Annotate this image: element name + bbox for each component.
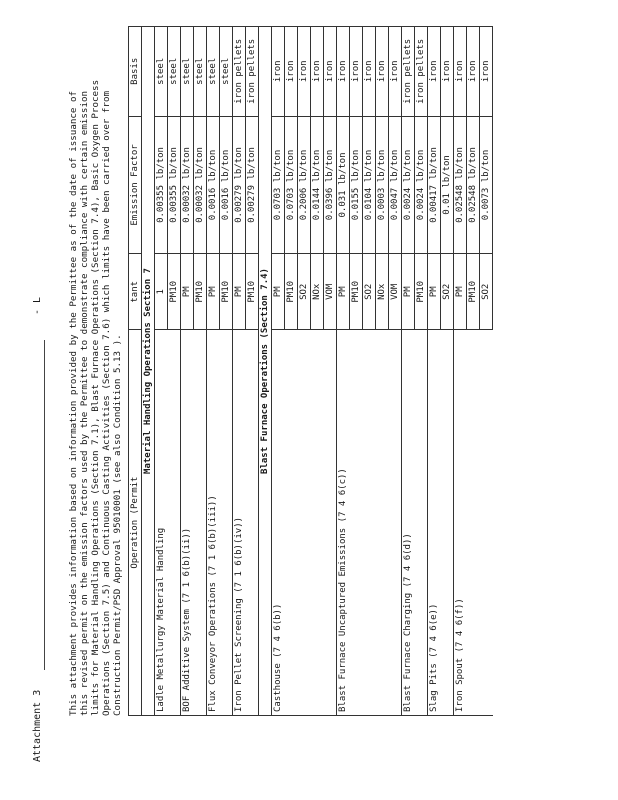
emission-factor-cell: 0.0703 lb/ton xyxy=(272,116,285,254)
pollutant-cell: SO2 xyxy=(441,254,454,330)
pollutant-cell: PM xyxy=(233,254,246,330)
table-header-row xyxy=(129,27,142,716)
table-row xyxy=(389,27,402,716)
intro-paragraph xyxy=(68,16,123,716)
emission-factor-cell: 0.0396 lb/ton xyxy=(324,116,337,254)
emission-factor-cell: 0.00032 lb/ton xyxy=(194,116,207,254)
pollutant-cell: PM xyxy=(181,254,194,330)
operation-cell xyxy=(415,330,428,716)
pollutant-cell: VOM xyxy=(389,254,402,330)
table-row xyxy=(467,27,480,716)
operation-cell: Flux Conveyor Operations (7 1 6(b)(iii)) xyxy=(207,330,220,716)
basis-cell: iron pellets xyxy=(402,27,415,117)
header-operation: Operation (Permit xyxy=(129,330,142,716)
emission-factor-cell: 0.0073 lb/ton xyxy=(480,116,493,254)
pollutant-cell: NOx xyxy=(376,254,389,330)
pollutant-cell: PM xyxy=(428,254,441,330)
operation-cell xyxy=(363,330,376,716)
attachment-label: Attachment 3 xyxy=(32,689,43,762)
basis-cell: iron xyxy=(363,27,376,117)
table-row xyxy=(428,27,441,716)
operation-cell xyxy=(168,330,181,716)
intro-line: this revised permit on the emission factors used by the Permittee to demonstrate compliance with certain emission xyxy=(79,90,90,716)
table-row xyxy=(207,27,220,716)
operation-cell: Iron Pellet Screening (7 1 6(b)(iv)) xyxy=(233,330,246,716)
table-row xyxy=(246,27,259,716)
emission-factor-cell: 0.00279 lb/ton xyxy=(233,116,246,254)
table-row xyxy=(194,27,207,716)
pollutant-cell: SO2 xyxy=(480,254,493,330)
basis-cell: iron xyxy=(389,27,402,117)
basis-cell: iron xyxy=(350,27,363,117)
table-row xyxy=(376,27,389,716)
basis-cell: steel xyxy=(168,27,181,117)
header-basis: Basis xyxy=(129,27,142,117)
table-row xyxy=(337,27,350,716)
emission-factor-cell: 0.02548 lb/ton xyxy=(467,116,480,254)
emission-factor-cell: 0.00279 lb/ton xyxy=(246,116,259,254)
basis-cell: steel xyxy=(194,27,207,117)
table-row xyxy=(480,27,493,716)
basis-cell: iron pellets xyxy=(233,27,246,117)
section-heading-row xyxy=(142,27,155,716)
pollutant-cell: PM xyxy=(337,254,350,330)
basis-cell: iron xyxy=(337,27,350,117)
operation-cell xyxy=(246,330,259,716)
pollutant-cell: SO2 xyxy=(298,254,311,330)
operation-cell xyxy=(350,330,363,716)
basis-cell: iron xyxy=(480,27,493,117)
emission-factor-cell: 0.01 lb/ton xyxy=(441,116,454,254)
pollutant-cell: SO2 xyxy=(363,254,376,330)
basis-cell: iron xyxy=(298,27,311,117)
operation-cell xyxy=(194,330,207,716)
section-heading-row xyxy=(259,27,272,716)
operation-cell xyxy=(376,330,389,716)
intro-line: Construction Permit/PSD Approval 95010001 (see also Condition 5.13 ). xyxy=(112,334,123,716)
basis-cell: steel xyxy=(207,27,220,117)
pollutant-cell: PM xyxy=(454,254,467,330)
operation-cell xyxy=(324,330,337,716)
header-pollutant: tant xyxy=(129,254,142,330)
emission-factor-cell: 0.031 lb/ton xyxy=(337,116,350,254)
emission-factor-cell: 0.00032 lb/ton xyxy=(181,116,194,254)
basis-cell: iron xyxy=(441,27,454,117)
operation-cell xyxy=(311,330,324,716)
table-row xyxy=(285,27,298,716)
intro-line: This attachment provides information based on information provided by the Permittee as of the date of issuance of xyxy=(68,90,79,716)
pollutant-cell: PM10 xyxy=(285,254,298,330)
pollutant-cell: NOx xyxy=(311,254,324,330)
intro-line: limits for Material Handling Operations (Section 7.1), Blast Furnace Operations (Section 7.4), Basic Oxygen Process xyxy=(90,79,101,716)
table-row xyxy=(311,27,324,716)
table-row xyxy=(363,27,376,716)
operation-cell xyxy=(467,330,480,716)
emission-factor-cell: 0.0016 lb/ton xyxy=(207,116,220,254)
pollutant-cell: PM xyxy=(207,254,220,330)
table-row xyxy=(155,27,168,716)
emission-factor-cell: 0.0144 lb/ton xyxy=(311,116,324,254)
table-row xyxy=(220,27,233,716)
basis-cell: iron pellets xyxy=(415,27,428,117)
table-row xyxy=(233,27,246,716)
basis-cell: iron xyxy=(285,27,298,117)
table-row xyxy=(168,27,181,716)
emission-factor-cell: 0.0024 lb/ton xyxy=(415,116,428,254)
basis-cell: iron xyxy=(272,27,285,117)
operation-cell: Slag Pits (7 4 6(e)) xyxy=(428,330,441,716)
pollutant-cell: PM10 xyxy=(350,254,363,330)
page-number: - L xyxy=(32,296,43,315)
operation-cell xyxy=(285,330,298,716)
emission-factor-cell: 0.0047 lb/ton xyxy=(389,116,402,254)
emission-factor-cell: 0.00355 lb/ton xyxy=(168,116,181,254)
emission-factor-cell: 0.0016 lb/ton xyxy=(220,116,233,254)
basis-cell: steel xyxy=(220,27,233,117)
pollutant-cell: PM10 xyxy=(194,254,207,330)
emission-factor-cell: 0.0155 lb/ton xyxy=(350,116,363,254)
operation-cell: Ladle Metallurgy Material Handling xyxy=(155,330,168,716)
table-row xyxy=(298,27,311,716)
pollutant-cell: 1 xyxy=(155,254,168,330)
pollutant-cell: PM10 xyxy=(467,254,480,330)
pollutant-cell: PM10 xyxy=(168,254,181,330)
emission-factor-cell: 0.0703 lb/ton xyxy=(285,116,298,254)
table-body xyxy=(142,27,493,716)
intro-line: Operations (Section 7.5) and Continuous Casting Activities (Section 7.6) which limits have been carried over from xyxy=(101,90,112,716)
basis-cell: iron xyxy=(376,27,389,117)
operation-cell xyxy=(298,330,311,716)
operation-cell: Iron Spout (7 4 6(f)) xyxy=(454,330,467,716)
operation-cell xyxy=(480,330,493,716)
basis-cell: iron xyxy=(454,27,467,117)
header-rule xyxy=(44,340,45,670)
pollutant-cell: PM10 xyxy=(220,254,233,330)
table-row xyxy=(272,27,285,716)
header-emission-factor: Emission Factor xyxy=(129,116,142,254)
pollutant-cell: PM xyxy=(272,254,285,330)
table-row xyxy=(415,27,428,716)
basis-cell: iron xyxy=(324,27,337,117)
basis-cell: iron xyxy=(467,27,480,117)
operation-cell: Blast Furnace Charging (7 4 6(d)) xyxy=(402,330,415,716)
pollutant-cell: PM10 xyxy=(415,254,428,330)
basis-cell: steel xyxy=(181,27,194,117)
table-row xyxy=(324,27,337,716)
table-row xyxy=(350,27,363,716)
emission-factor-cell: 0.02548 lb/ton xyxy=(454,116,467,254)
emission-factor-cell: 0.00355 lb/ton xyxy=(155,116,168,254)
operation-cell xyxy=(441,330,454,716)
operation-cell: Blast Furnace Uncaptured Emissions (7 4 6(c)) xyxy=(337,330,350,716)
operation-cell: BOF Additive System (7 1 6(b)(ii)) xyxy=(181,330,194,716)
basis-cell: iron xyxy=(428,27,441,117)
pollutant-cell: PM10 xyxy=(246,254,259,330)
table-row xyxy=(454,27,467,716)
pollutant-cell: VOM xyxy=(324,254,337,330)
section-title: Material Handling Operations Section 7 xyxy=(142,27,155,716)
table-row xyxy=(441,27,454,716)
basis-cell: iron xyxy=(311,27,324,117)
pollutant-cell: PM xyxy=(402,254,415,330)
section-title: Blast Furnace Operations (Section 7.4) xyxy=(259,27,272,716)
emission-factor-cell: 0.0003 lb/ton xyxy=(376,116,389,254)
table-row xyxy=(181,27,194,716)
basis-cell: steel xyxy=(155,27,168,117)
table-row xyxy=(402,27,415,716)
emission-factor-table xyxy=(128,26,493,716)
emission-factor-cell: 0.00417 lb/ton xyxy=(428,116,441,254)
emission-factor-cell: 0.2006 lb/ton xyxy=(298,116,311,254)
operation-cell xyxy=(389,330,402,716)
operation-cell xyxy=(220,330,233,716)
basis-cell: iron pellets xyxy=(246,27,259,117)
operation-cell: Casthouse (7 4 6(b)) xyxy=(272,330,285,716)
emission-factor-cell: 0.0024 lb/ton xyxy=(402,116,415,254)
emission-factor-cell: 0.0104 lb/ton xyxy=(363,116,376,254)
